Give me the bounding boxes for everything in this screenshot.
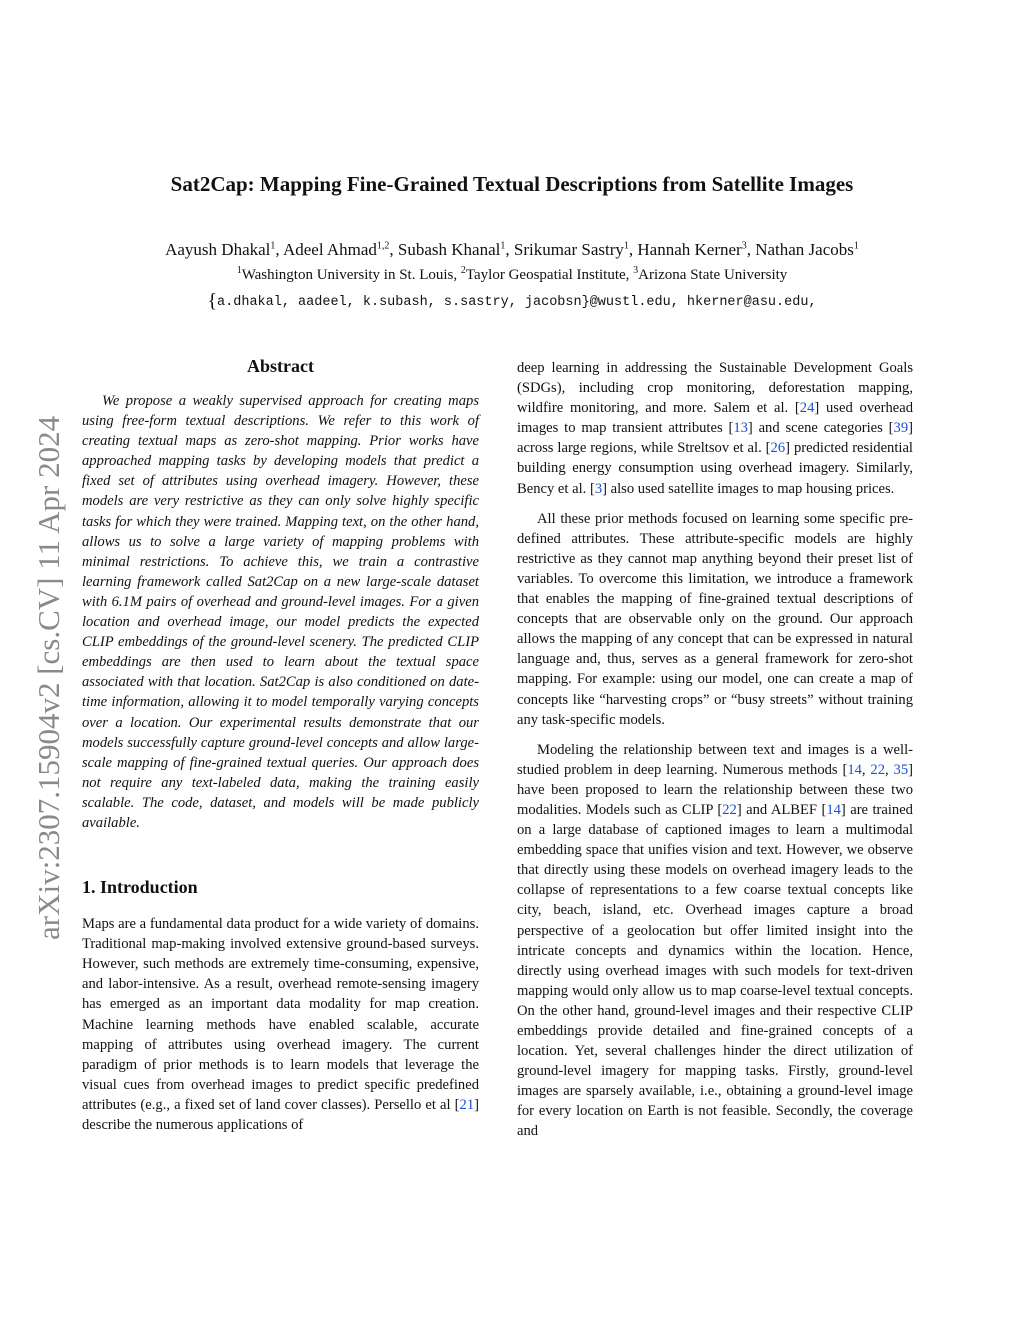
paragraph-text: ] have been proposed to learn the relationship between these two modalities. Models such as CLIP [ — [517, 761, 913, 818]
left-column — [82, 356, 479, 1145]
author-separator: , — [746, 240, 756, 259]
citation-link[interactable]: 14 — [826, 801, 841, 818]
author-separator: , — [628, 240, 638, 259]
paragraph-text: ] predicted residential building energy consumption using overhead imagery. Similarly, Bency et al. [ — [517, 440, 913, 497]
author-list — [0, 240, 1024, 260]
affiliation-mark: 3 — [633, 265, 639, 276]
affiliation-separator: , — [625, 267, 634, 283]
paragraph-text: , — [861, 761, 871, 778]
affiliation-mark: 1 — [236, 265, 242, 276]
paragraph-text: , — [885, 761, 894, 778]
paragraph-text: All these prior methods focused on learning some specific pre-defined attributes. These attribute-specific models are highly restrictive as they cannot map anything beyond their preset list of variables. To overcome this limitation, we introduce a framework that enables the mapping of fine-grained textual descriptions of concepts that are observable only on the ground. Our approach allows the mapping of any concept that can be expressed in natural language and, thus, serves as a general framework for zero-shot mapping. For example: using our model, one can create a map of concepts like “harvesting crops” or “busy streets” without training any task-specific models. — [517, 510, 913, 728]
author-name: Subash Khanal — [397, 240, 501, 259]
paragraph-text: ] are trained on a large database of captioned images to learn a multimodal embedding space that unifies vision and text. However, we observe that directly using these models on overhead imagery leads to the collapse of representations to a few coarse textual concepts like city, beach, island, etc. Overhead images capture a broad perspective of a geolocation but offer limited insight into the intricate concepts and dynamics within the location. Hence, directly using overhead images with such models for text-driven mapping would only allow us to map coarse-level textual concepts. On the other hand, ground-level images and their respective CLIP embeddings provide detailed and fine-grained concepts of a location. Yet, several challenges hinder the direct utilization of ground-level imagery for mapping tasks. Firstly, ground-level images are sparsely available, i.e., obtaining a ground-level image for every location on Earth is not feasible. Secondly, the coverage and — [517, 801, 913, 1140]
affiliation-separator: , — [453, 267, 461, 283]
paragraph-text: ] describe the numerous applications of — [82, 1096, 479, 1133]
section-heading-introduction: 1. Introduction — [82, 877, 198, 898]
author-name: Nathan Jacobs — [755, 240, 854, 259]
paragraph-text: Maps are a fundamental data product for a wide variety of domains. Traditional map-making involved extensive ground-based surveys. However, such methods are extremely time-consuming, expensive, and labor-intensive. As a result, overhead remote-sensing imagery has emerged as an important data modality for map creation. Machine learning methods have enabled scalable, accurate mapping of attributes using overhead imagery. The current paradigm of prior methods is to learn models that leverage the visual cues from overhead images to predict specific predefined attributes (e.g., a fixed set of land cover classes). Persello et al [ — [82, 916, 479, 1113]
email-text: a.dhakal, aadeel, k.subash, s.sastry, jacobsn}@wustl.edu, hkerner@asu.edu, — [217, 295, 817, 310]
author-affiliation-mark: 1 — [500, 240, 506, 252]
affiliation-mark: 2 — [460, 265, 466, 276]
author-affiliation-mark: 1 — [623, 240, 629, 252]
citation-link[interactable]: 22 — [870, 761, 886, 778]
paragraph-text: ] and scene categories [ — [747, 420, 894, 437]
citation-link[interactable]: 22 — [722, 801, 737, 818]
email-open-brace: { — [207, 290, 218, 312]
citation-link[interactable]: 21 — [459, 1096, 475, 1113]
author-name: Srikumar Sastry — [513, 240, 624, 259]
citation-link[interactable]: 35 — [893, 761, 909, 778]
paragraph-text: ] and ALBEF [ — [736, 801, 827, 818]
citation-link[interactable]: 13 — [733, 420, 748, 437]
email-list — [0, 290, 1024, 313]
author-affiliation-mark: 3 — [741, 240, 747, 252]
intro-paragraph-2 — [517, 358, 913, 499]
affiliation-name: Taylor Geospatial Institute — [465, 267, 626, 283]
arxiv-stamp: arXiv:2307.15904v2 [cs.CV] 11 Apr 2024 — [31, 415, 66, 940]
abstract-heading: Abstract — [247, 356, 314, 376]
citation-link[interactable]: 14 — [847, 761, 862, 778]
author-separator: , — [275, 240, 283, 259]
abstract-text: We propose a weakly supervised approach for creating maps using free-form textual descriptions. We refer to this work of creating textual maps as zero-shot mapping. Prior works have approached mapping tasks by developing models that predict a fixed set of attributes using overhead imagery. However, these models are very restrictive as they can only solve highly specific tasks for which they were trained. Mapping text, on the other hand, allows us to solve a large variety of mapping problems with minimal restrictions. To achieve this, we train a contrastive learning framework called Sat2Cap on a new large-scale dataset with 6.1M pairs of overhead and ground-level images. For a given location and overhead image, our model predicts the expected CLIP embeddings of the ground-level scenery. The predicted CLIP embeddings are then used to learn about the textual space associated with that location. Sat2Cap is also conditioned on date-time information, allowing it to model temporally varying concepts over a location. Our experimental results demonstrate that our models successfully capture ground-level concepts and allow large-scale mapping of fine-grained textual queries. Our approach does not require any text-labeled data, making the training easily scalable. The code, dataset, and models will be made publicly available. — [82, 393, 479, 831]
intro-paragraph-3 — [517, 509, 913, 730]
author-separator: , — [389, 240, 398, 259]
author-separator: , — [505, 240, 514, 259]
citation-link[interactable]: 24 — [799, 400, 815, 417]
paragraph-text: ] used overhead images to map transient attributes [ — [517, 400, 914, 437]
right-column — [517, 358, 913, 1152]
author-name: Adeel Ahmad — [282, 240, 377, 259]
affiliation-name: Arizona State University — [638, 267, 788, 283]
author-affiliation-mark: 1 — [270, 240, 276, 252]
paragraph-text: Modeling the relationship between text and images is a well-studied problem in deep learning. Numerous methods [ — [517, 741, 913, 778]
citation-link[interactable]: 26 — [770, 440, 786, 457]
intro-paragraph-1 — [82, 914, 479, 1135]
intro-paragraph-4 — [517, 740, 913, 1142]
paper-title: Sat2Cap: Mapping Fine-Grained Textual Descriptions from Satellite Images — [170, 172, 854, 196]
paragraph-text: ] also used satellite images to map housing prices. — [602, 480, 895, 497]
author-affiliation-mark: 1,2 — [376, 240, 390, 252]
author-name: Hannah Kerner — [637, 240, 742, 259]
citation-link[interactable]: 3 — [594, 480, 603, 497]
author-name: Aayush Dhakal — [165, 240, 271, 259]
citation-link[interactable]: 39 — [893, 420, 909, 437]
affiliation-name: Washington University in St. Louis — [241, 267, 454, 283]
paragraph-text: ] across large regions, while Streltsov et al. [ — [517, 420, 913, 457]
affiliation-list — [0, 267, 1024, 284]
author-affiliation-mark: 1 — [853, 240, 859, 252]
paragraph-text: deep learning in addressing the Sustainable Development Goals (SDGs), including crop monitoring, deforestation mapping, wildfire monitoring, and more. Salem et al. [ — [517, 360, 913, 417]
